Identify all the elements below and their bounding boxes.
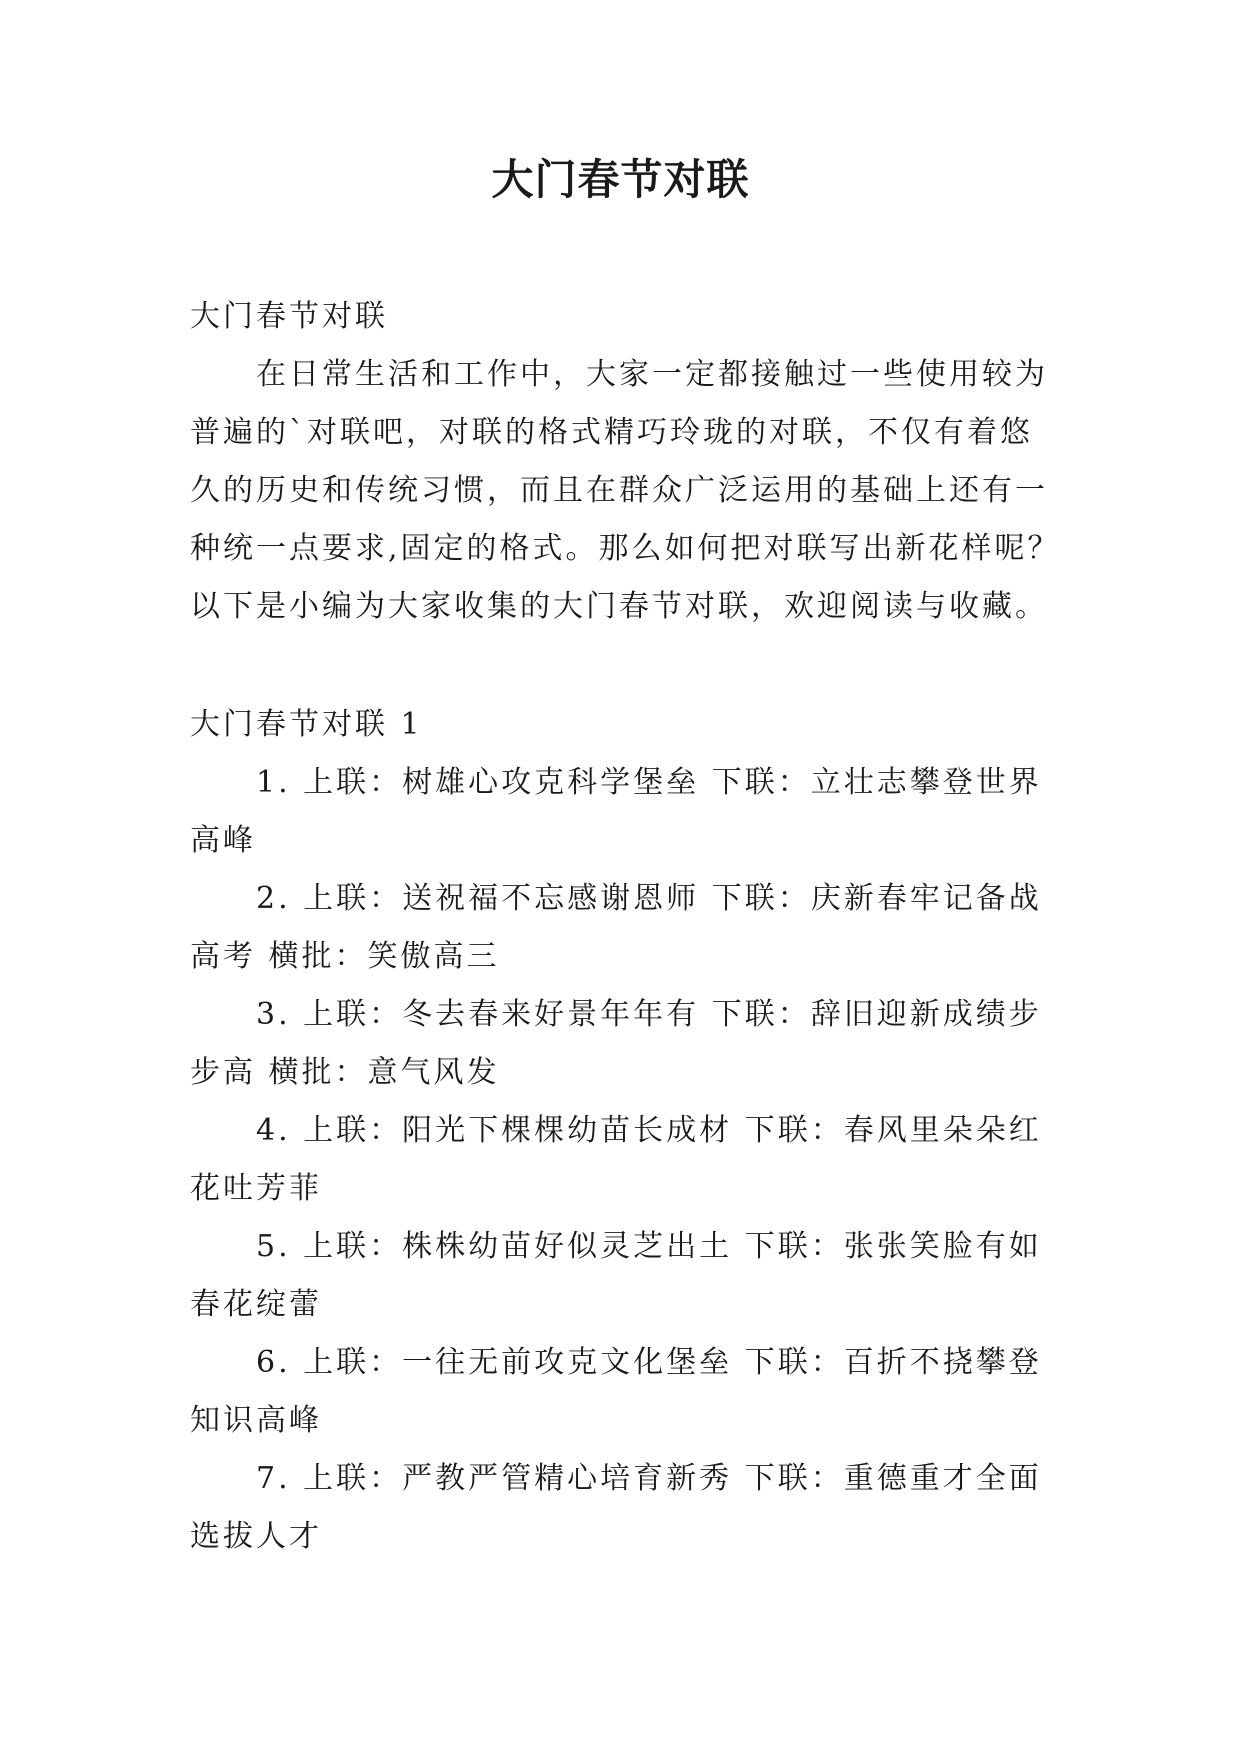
couplet-line: 5. 上联：株株幼苗好似灵芝出土 下联：张张笑脸有如	[256, 1229, 1042, 1264]
couplet-line: 步高 横批：意气风发	[190, 1055, 500, 1090]
couplet-list	[190, 754, 1050, 1566]
couplet-item	[190, 986, 1050, 1102]
intro-line: 种统一点要求,固定的格式。那么如何把对联写出新花样呢？	[190, 531, 1061, 566]
couplet-line: 知识高峰	[190, 1403, 322, 1438]
couplet-line: 春花绽蕾	[190, 1287, 322, 1322]
intro-line: 在日常生活和工作中，大家一定都接触过一些使用较为	[256, 357, 1048, 392]
couplet-line: 选拔人才	[190, 1519, 322, 1554]
couplet-item	[190, 1218, 1050, 1334]
couplet-line: 4. 上联：阳光下棵棵幼苗长成材 下联：春风里朵朵红	[256, 1113, 1042, 1148]
couplet-item	[190, 754, 1050, 870]
paragraph-spacer	[190, 636, 1050, 696]
couplet-line: 6. 上联：一往无前攻克文化堡垒 下联：百折不挠攀登	[256, 1345, 1042, 1380]
intro-line: 久的历史和传统习惯，而且在群众广泛运用的基础上还有一	[190, 473, 1048, 508]
couplet-line: 高考 横批：笑傲高三	[190, 939, 500, 974]
couplet-line: 3. 上联：冬去春来好景年年有 下联：辞旧迎新成绩步	[256, 997, 1042, 1032]
section-heading: 大门春节对联 1	[190, 707, 423, 742]
intro-line: 普遍的`对联吧，对联的格式精巧玲珑的对联，不仅有着悠	[190, 415, 1033, 450]
couplet-line: 2. 上联：送祝福不忘感谢恩师 下联：庆新春牢记备战	[256, 881, 1042, 916]
couplet-item	[190, 1334, 1050, 1450]
subheading: 大门春节对联	[190, 299, 388, 334]
document-body	[190, 288, 1061, 1566]
couplet-line: 花吐芳菲	[190, 1171, 322, 1206]
couplet-item	[190, 1102, 1050, 1218]
couplet-line: 高峰	[190, 823, 256, 858]
couplet-item	[190, 870, 1050, 986]
intro-line: 以下是小编为大家收集的大门春节对联，欢迎阅读与收藏。	[190, 589, 1048, 624]
couplet-item	[190, 1450, 1050, 1566]
document-title: 大门春节对联	[491, 155, 750, 204]
couplet-line: 1. 上联：树雄心攻克科学堡垒 下联：立壮志攀登世界	[256, 765, 1042, 800]
intro-paragraph	[190, 346, 1061, 636]
couplet-line: 7. 上联：严教严管精心培育新秀 下联：重德重才全面	[256, 1461, 1042, 1496]
